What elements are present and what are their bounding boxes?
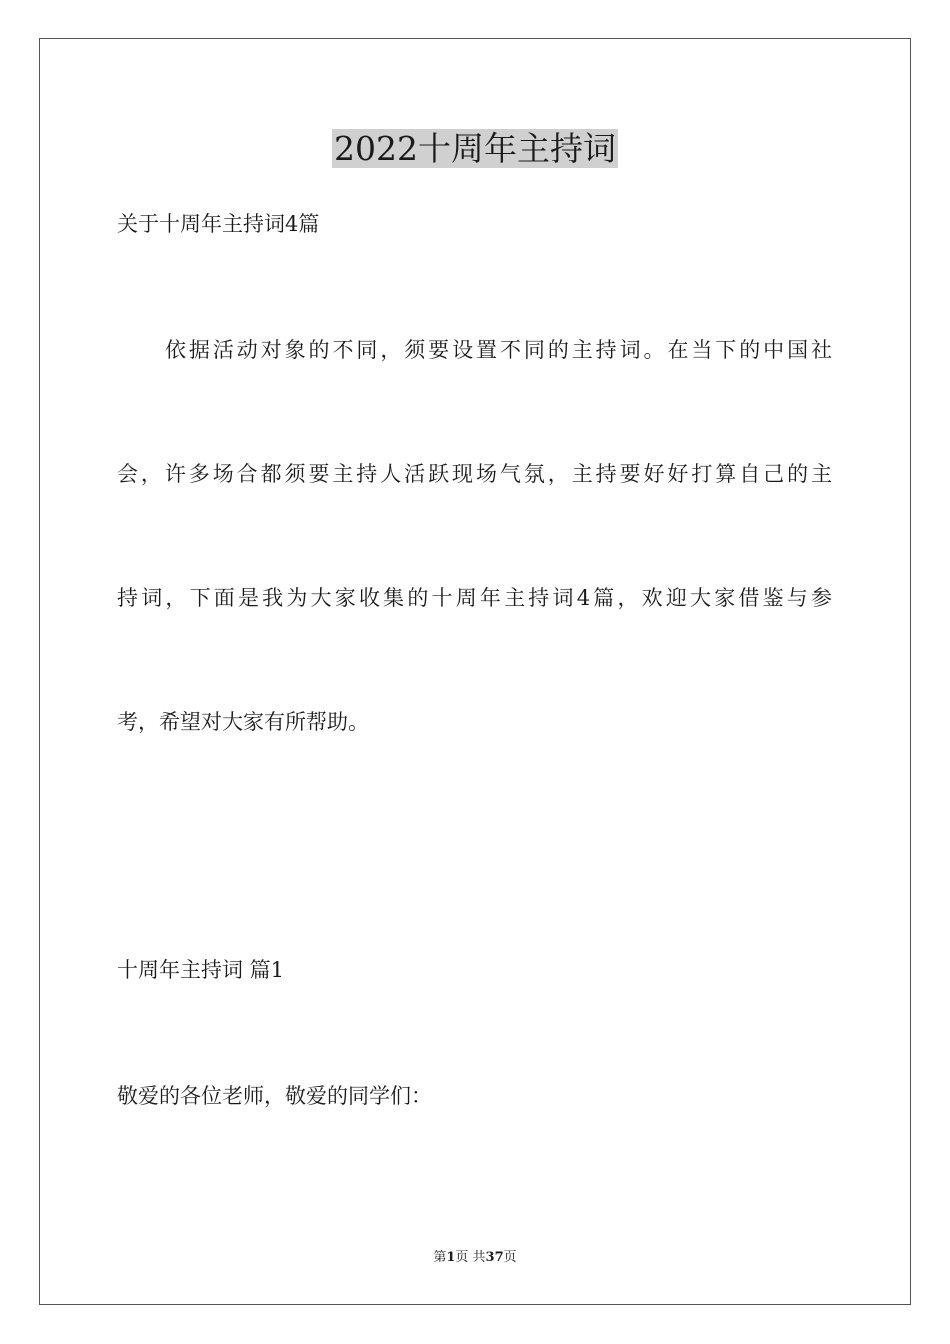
footer-page-number: 1 <box>446 1250 456 1265</box>
intro-line-1: 依据活动对象的不同，须要设置不同的主持词。在当下的中国社 <box>165 338 832 362</box>
footer-suffix: 页 <box>503 1250 517 1265</box>
footer-total-pages: 37 <box>485 1250 504 1265</box>
greeting-line: 敬爱的各位老师，敬爱的同学们： <box>117 1084 432 1108</box>
section-heading: 十周年主持词 篇1 <box>117 958 285 982</box>
document-subtitle: 关于十周年主持词4篇 <box>117 212 320 236</box>
intro-line-3: 持词，下面是我为大家收集的十周年主持词4篇，欢迎大家借鉴与参 <box>117 586 832 610</box>
page-footer <box>0 1246 950 1265</box>
document-title: 2022十周年主持词 <box>334 129 616 168</box>
footer-prefix: 第 <box>433 1250 447 1265</box>
intro-line-2: 会，许多场合都须要主持人活跃现场气氛，主持要好好打算自己的主 <box>117 462 832 486</box>
footer-middle: 页 共 <box>455 1250 486 1265</box>
document-title-wrapper <box>0 128 950 170</box>
intro-line-4: 考，希望对大家有所帮助。 <box>117 710 369 734</box>
